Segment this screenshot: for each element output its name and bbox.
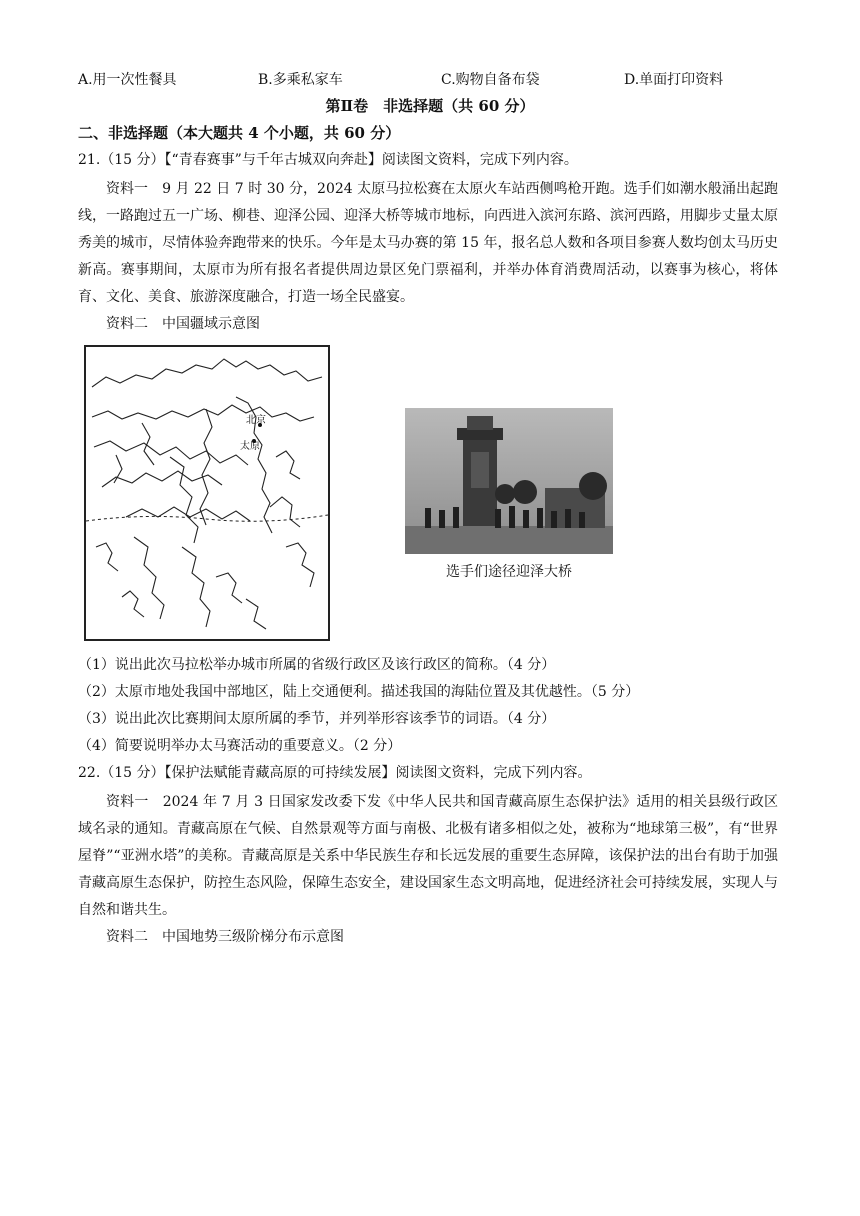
q21-header: 21.（15 分）【“青春赛事”与千年古城双向奔赴】阅读图文资料，完成下列内容。	[78, 152, 578, 168]
q21-sub-1: （1）说出此次马拉松举办城市所属的省级行政区及该行政区的简称。（4 分）	[78, 657, 556, 673]
option-a: A.用一次性餐具	[78, 72, 177, 88]
q21-sub-2: （2）太原市地处我国中部地区，陆上交通便利。描述我国的海陆位置及其优越性。（5 分）	[78, 684, 640, 700]
part-heading: 二、非选择题（本大题共 4 个小题，共 60 分）	[78, 124, 401, 142]
map-drawing	[86, 347, 328, 639]
q22-header: 22.（15 分）【保护法赋能青藏高原的可持续发展】阅读图文资料，完成下列内容。	[78, 765, 592, 781]
map-label-beijing: 北京	[246, 415, 266, 426]
china-territory-map	[84, 345, 330, 641]
option-c: C.购物自备布袋	[441, 72, 540, 88]
photo-caption: 选手们途径迎泽大桥	[446, 564, 572, 580]
option-b: B.多乘私家车	[258, 72, 343, 88]
section-title: 第Ⅱ卷 非选择题（共 60 分）	[325, 97, 535, 115]
q22-material-2-label: 资料二 中国地势三级阶梯分布示意图	[106, 929, 344, 945]
map-label-taiyuan: 太原	[240, 441, 260, 452]
q21-material-1: 资料一 9 月 22 日 7 时 30 分，2024 太原马拉松赛在太原火车站西侧鸣枪开跑。选手们如潮水般涌出起跑线，一路跑过五一广场、柳巷、迎泽公园、迎泽大桥等城市地标，向西进入滨河东路、滨河西路，用脚步丈量太原秀美的城市，尽情体验奔跑带来的快乐。今年是太马办赛的第 15 年，报名总人数和各项目参赛人数均创太马历史新高。赛事期间，太原市为所有报名者提供周边景区免门票福利，并举办体育消费周活动，以赛事为核心，将体育、文化、美食、旅游深度融合，打造一场全民盛宴。	[78, 181, 778, 305]
marathon-photo	[405, 408, 613, 554]
photo-drawing	[405, 408, 613, 554]
option-d: D.单面打印资料	[624, 72, 724, 88]
q22-material-1: 资料一 2024 年 7 月 3 日国家发改委下发《中华人民共和国青藏高原生态保护法》适用的相关县级行政区域名录的通知。青藏高原在气候、自然景观等方面与南极、北极有诸多相似之处，被称为“地球第三极”，有“世界屋脊”“亚洲水塔”的美称。青藏高原是关系中华民族生存和长远发展的重要生态屏障，该保护法的出台有助于加强青藏高原生态保护，防控生态风险，保障生态安全，建设国家生态文明高地，促进经济社会可持续发展，实现人与自然和谐共生。	[78, 794, 778, 918]
q21-sub-3: （3）说出此次比赛期间太原所属的季节，并列举形容该季节的词语。（4 分）	[78, 711, 556, 727]
q21-material-2-label: 资料二 中国疆域示意图	[106, 316, 260, 332]
q21-sub-4: （4）简要说明举办太马赛活动的重要意义。（2 分）	[78, 738, 402, 754]
